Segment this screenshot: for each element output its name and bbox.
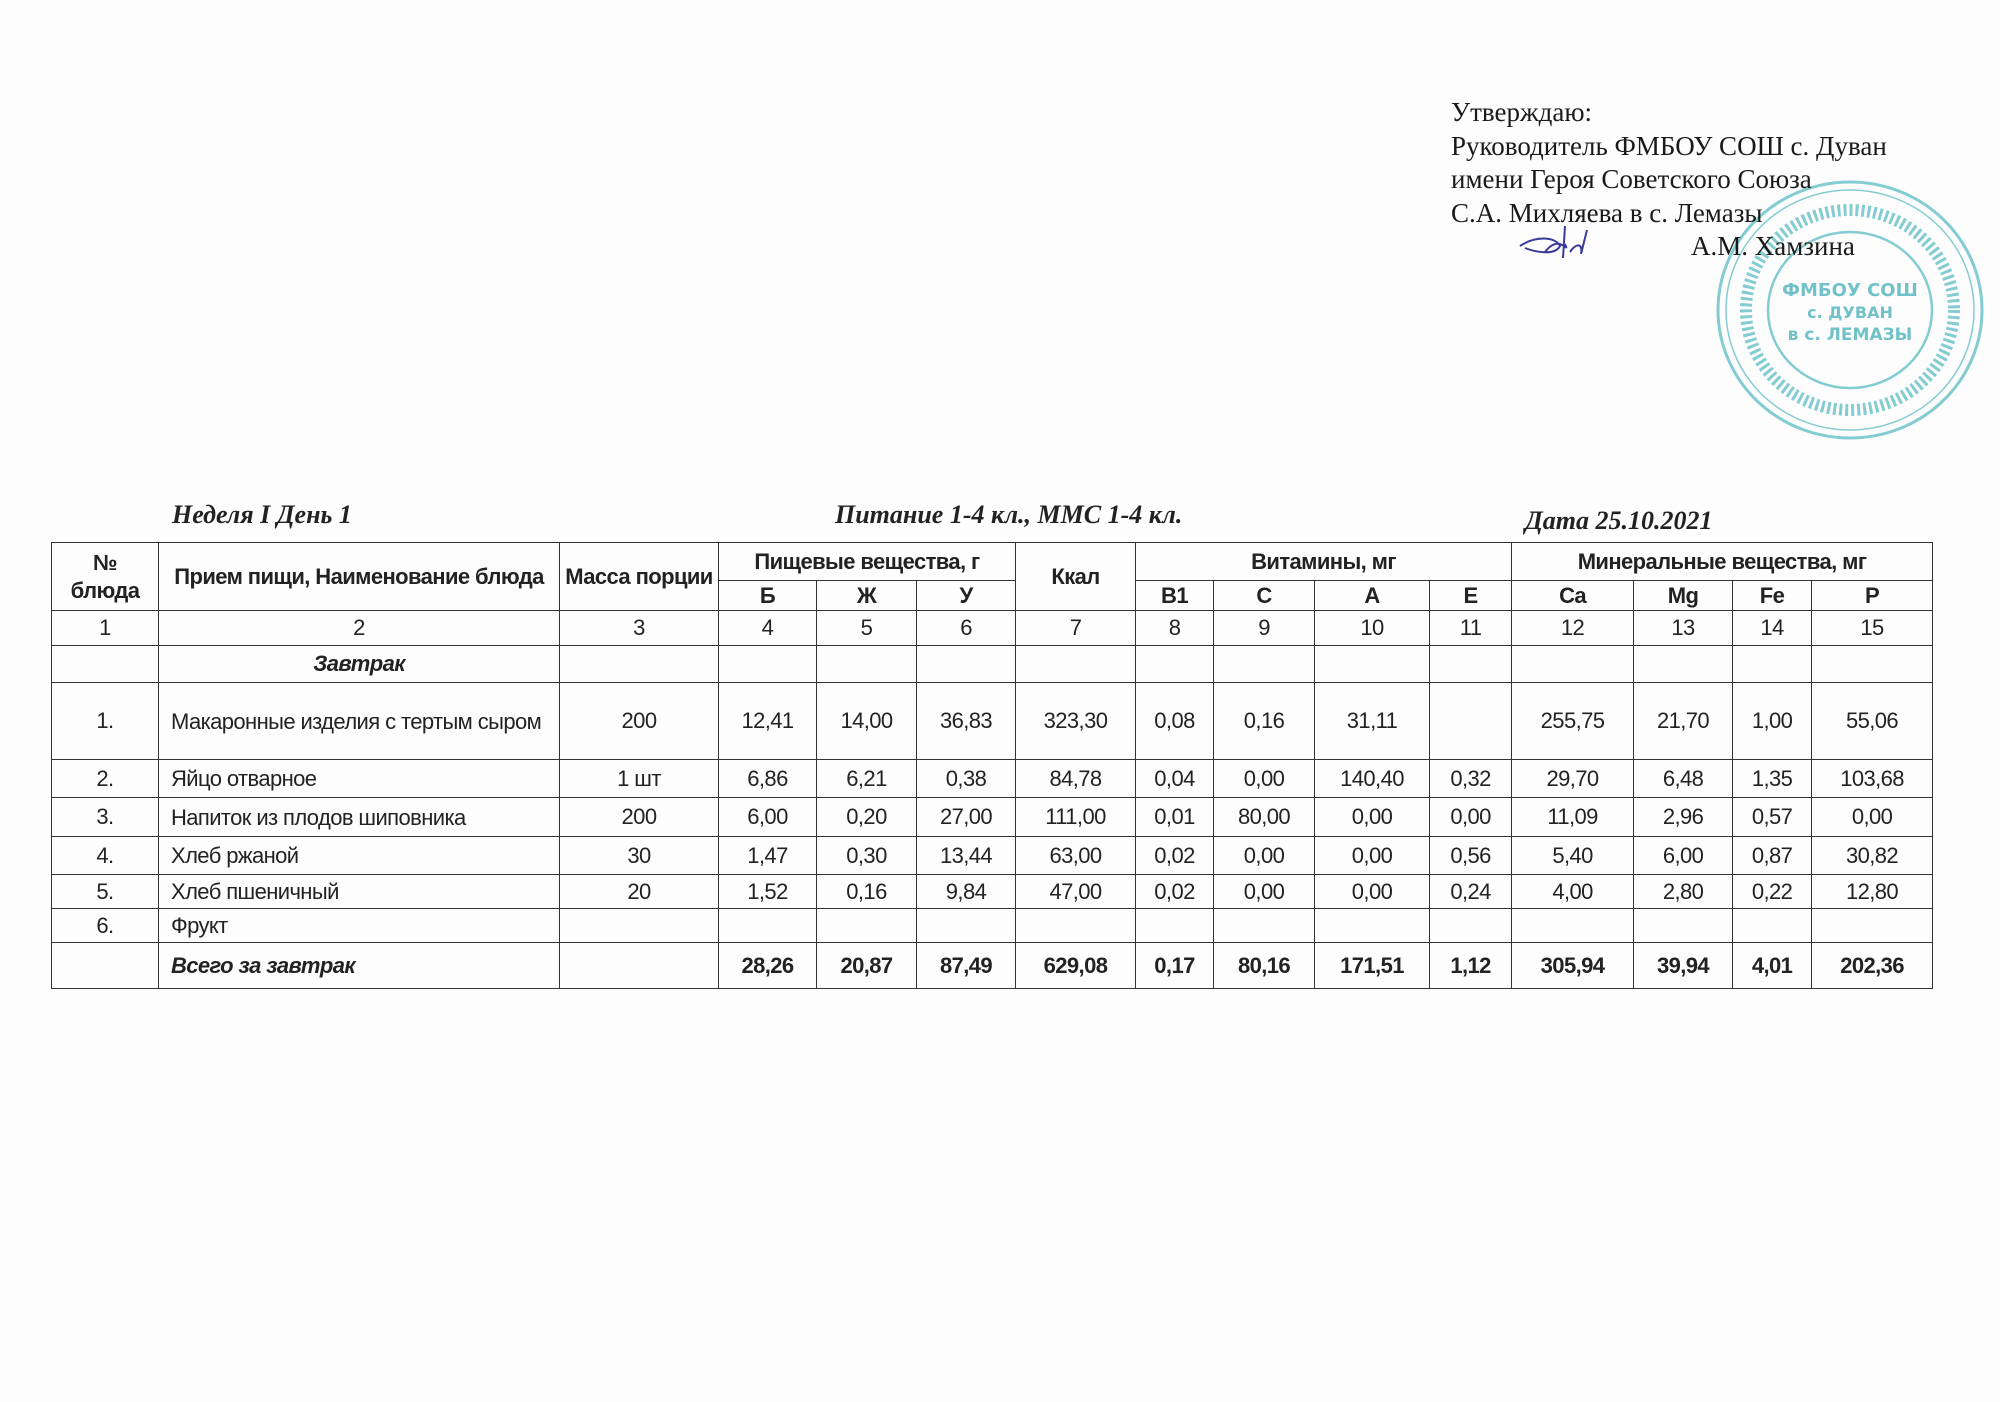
- table-cell: [1512, 646, 1634, 683]
- column-number: 14: [1733, 611, 1812, 646]
- table-cell: [1512, 909, 1634, 943]
- dish-name: Хлеб пшеничный: [159, 875, 560, 909]
- column-number: 10: [1315, 611, 1430, 646]
- table-cell: 0,22: [1733, 875, 1812, 909]
- table-cell: [1136, 909, 1214, 943]
- table-cell: 2,80: [1634, 875, 1733, 909]
- table-cell: 84,78: [1016, 760, 1136, 798]
- table-cell: 0,00: [1214, 837, 1315, 875]
- table-cell: 1,00: [1733, 683, 1812, 760]
- header-kcal: Ккал: [1016, 543, 1136, 611]
- table-cell: [817, 909, 917, 943]
- table-cell: 63,00: [1016, 837, 1136, 875]
- table-cell: 0,32: [1430, 760, 1512, 798]
- table-cell: 1,52: [719, 875, 817, 909]
- table-cell: 0,57: [1733, 798, 1812, 837]
- table-cell: 0,56: [1430, 837, 1512, 875]
- meal-title: Завтрак: [159, 646, 560, 683]
- header-mass: Масса порции: [560, 543, 719, 611]
- table-cell: 29,70: [1512, 760, 1634, 798]
- table-row: [52, 837, 1933, 875]
- table-cell: [1214, 909, 1315, 943]
- table-cell: [1214, 646, 1315, 683]
- table-cell: 6,21: [817, 760, 917, 798]
- table-cell: 80,00: [1214, 798, 1315, 837]
- table-cell: 140,40: [1315, 760, 1430, 798]
- subheader-cell: C: [1214, 581, 1315, 611]
- table-cell: [719, 646, 817, 683]
- table-cell: [560, 646, 719, 683]
- table-cell: [1136, 646, 1214, 683]
- table-cell: 30: [560, 837, 719, 875]
- table-cell: [1634, 646, 1733, 683]
- table-cell: [917, 646, 1016, 683]
- approval-title: Утверждаю:: [1451, 97, 1593, 127]
- dish-number: 3.: [52, 798, 159, 837]
- dish-number: 4.: [52, 837, 159, 875]
- total-label: Всего за завтрак: [159, 943, 560, 989]
- table-cell: 0,02: [1136, 875, 1214, 909]
- table-cell: 6,00: [1634, 837, 1733, 875]
- table-cell: 0,38: [917, 760, 1016, 798]
- subheader-cell: Б: [719, 581, 817, 611]
- total-cell: 4,01: [1733, 943, 1812, 989]
- subheader-cell: Fe: [1733, 581, 1812, 611]
- subheader-cell: P: [1812, 581, 1933, 611]
- table-cell: 5,40: [1512, 837, 1634, 875]
- column-number: 2: [159, 611, 560, 646]
- table-cell: 0,00: [1315, 875, 1430, 909]
- table-cell: 12,80: [1812, 875, 1933, 909]
- table-cell: [1315, 646, 1430, 683]
- column-number-row: [52, 611, 1933, 646]
- svg-text:ФМБОУ СОШ: ФМБОУ СОШ: [1782, 280, 1918, 301]
- table-cell: 27,00: [917, 798, 1016, 837]
- table-cell: [1430, 909, 1512, 943]
- total-cell: 0,17: [1136, 943, 1214, 989]
- table-cell: 0,16: [1214, 683, 1315, 760]
- total-cell: 305,94: [1512, 943, 1634, 989]
- table-row: [52, 760, 1933, 798]
- table-cell: [1812, 909, 1933, 943]
- total-row: [52, 943, 1933, 989]
- table-cell: 2,96: [1634, 798, 1733, 837]
- menu-table: [51, 542, 1933, 989]
- table-row: [52, 683, 1933, 760]
- table-cell: 0,04: [1136, 760, 1214, 798]
- column-number: 11: [1430, 611, 1512, 646]
- table-cell: 0,08: [1136, 683, 1214, 760]
- column-number: 3: [560, 611, 719, 646]
- table-cell: 55,06: [1812, 683, 1933, 760]
- subheader-cell: У: [917, 581, 1016, 611]
- dish-number: 5.: [52, 875, 159, 909]
- dish-name: Фрукт: [159, 909, 560, 943]
- dish-number: 1.: [52, 683, 159, 760]
- table-cell: 0,02: [1136, 837, 1214, 875]
- dish-number: 6.: [52, 909, 159, 943]
- table-cell: 31,11: [1315, 683, 1430, 760]
- table-cell: 0,30: [817, 837, 917, 875]
- header-nutrients: Пищевые вещества, г: [719, 543, 1016, 581]
- total-cell: 20,87: [817, 943, 917, 989]
- column-number: 15: [1812, 611, 1933, 646]
- svg-text:в с. ЛЕМАЗЫ: в с. ЛЕМАЗЫ: [1787, 325, 1913, 345]
- table-cell: 0,00: [1214, 875, 1315, 909]
- column-number: 4: [719, 611, 817, 646]
- header-dish-name: Прием пищи, Наименование блюда: [159, 543, 560, 611]
- table-cell: 6,00: [719, 798, 817, 837]
- table-cell: 36,83: [917, 683, 1016, 760]
- table-cell: 9,84: [917, 875, 1016, 909]
- table-cell: [817, 646, 917, 683]
- subheader-cell: Mg: [1634, 581, 1733, 611]
- table-cell: 0,01: [1136, 798, 1214, 837]
- table-cell: 30,82: [1812, 837, 1933, 875]
- total-cell: 28,26: [719, 943, 817, 989]
- table-cell: 103,68: [1812, 760, 1933, 798]
- column-number: 7: [1016, 611, 1136, 646]
- column-number: 13: [1634, 611, 1733, 646]
- group-label: Питание 1-4 кл., ММС 1-4 кл.: [835, 500, 1183, 529]
- table-row: [52, 909, 1933, 943]
- subheader-cell: B1: [1136, 581, 1214, 611]
- header-minerals: Минеральные вещества, мг: [1512, 543, 1933, 581]
- column-number: 8: [1136, 611, 1214, 646]
- table-cell: 11,09: [1512, 798, 1634, 837]
- column-number: 1: [52, 611, 159, 646]
- subheader-cell: A: [1315, 581, 1430, 611]
- signature: [1515, 222, 1605, 262]
- table-cell: 0,00: [1315, 837, 1430, 875]
- table-row: [52, 798, 1933, 837]
- total-cell: 87,49: [917, 943, 1016, 989]
- table-cell: 12,41: [719, 683, 817, 760]
- table-cell: 6,86: [719, 760, 817, 798]
- dish-name: Хлеб ржаной: [159, 837, 560, 875]
- dish-name: Напиток из плодов шиповника: [159, 798, 560, 837]
- total-cell: [560, 943, 719, 989]
- table-cell: 6,48: [1634, 760, 1733, 798]
- table-cell: 0,20: [817, 798, 917, 837]
- table-cell: 0,00: [1214, 760, 1315, 798]
- table-cell: 1,35: [1733, 760, 1812, 798]
- total-cell: 80,16: [1214, 943, 1315, 989]
- table-cell: [1315, 909, 1430, 943]
- table-cell: [560, 909, 719, 943]
- column-number: 9: [1214, 611, 1315, 646]
- meal-row: [52, 646, 1933, 683]
- approval-signer: А.М. Хамзина: [1691, 231, 1855, 261]
- table-cell: 0,00: [1315, 798, 1430, 837]
- table-cell: 21,70: [1634, 683, 1733, 760]
- table-cell: 1,47: [719, 837, 817, 875]
- table-cell: [1430, 646, 1512, 683]
- column-number: 5: [817, 611, 917, 646]
- total-cell: [52, 943, 159, 989]
- subheader-cell: Ca: [1512, 581, 1634, 611]
- table-cell: 0,24: [1430, 875, 1512, 909]
- table-cell: 47,00: [1016, 875, 1136, 909]
- column-number: 12: [1512, 611, 1634, 646]
- subheader-cell: E: [1430, 581, 1512, 611]
- date-label: Дата 25.10.2021: [1525, 506, 1713, 535]
- table-cell: 13,44: [917, 837, 1016, 875]
- dish-number: 2.: [52, 760, 159, 798]
- header-number: № блюда: [52, 543, 159, 611]
- subheader-cell: Ж: [817, 581, 917, 611]
- table-cell: [1634, 909, 1733, 943]
- approval-line: Руководитель ФМБОУ СОШ с. Дуван: [1451, 130, 1887, 161]
- dish-name: Макаронные изделия с тертым сыром: [159, 683, 560, 760]
- total-cell: 1,12: [1430, 943, 1512, 989]
- table-cell: 0,87: [1733, 837, 1812, 875]
- table-cell: [1016, 646, 1136, 683]
- table-cell: 1 шт: [560, 760, 719, 798]
- table-cell: 4,00: [1512, 875, 1634, 909]
- table-cell: 200: [560, 798, 719, 837]
- approval-line: имени Героя Советского Союза: [1451, 164, 1812, 194]
- total-cell: 39,94: [1634, 943, 1733, 989]
- table-cell: [1733, 646, 1812, 683]
- table-cell: 0,16: [817, 875, 917, 909]
- table-cell: [52, 646, 159, 683]
- approval-line: С.А. Михляева в с. Лемазы: [1451, 197, 1763, 228]
- table-cell: [1733, 909, 1812, 943]
- total-cell: 202,36: [1812, 943, 1933, 989]
- table-cell: 255,75: [1512, 683, 1634, 760]
- week-day-label: Неделя I День 1: [172, 500, 352, 529]
- table-cell: 0,00: [1430, 798, 1512, 837]
- table-cell: 0,00: [1812, 798, 1933, 837]
- table-cell: 20: [560, 875, 719, 909]
- table-cell: [719, 909, 817, 943]
- table-cell: 14,00: [817, 683, 917, 760]
- total-cell: 171,51: [1315, 943, 1430, 989]
- table-cell: [917, 909, 1016, 943]
- table-cell: [1016, 909, 1136, 943]
- total-cell: 629,08: [1016, 943, 1136, 989]
- table-cell: [1812, 646, 1933, 683]
- table-cell: [1430, 683, 1512, 760]
- column-number: 6: [917, 611, 1016, 646]
- table-cell: 323,30: [1016, 683, 1136, 760]
- header-vitamins: Витамины, мг: [1136, 543, 1512, 581]
- table-cell: 200: [560, 683, 719, 760]
- table-cell: 111,00: [1016, 798, 1136, 837]
- table-row: [52, 875, 1933, 909]
- svg-text:с. ДУВАН: с. ДУВАН: [1807, 303, 1893, 322]
- dish-name: Яйцо отварное: [159, 760, 560, 798]
